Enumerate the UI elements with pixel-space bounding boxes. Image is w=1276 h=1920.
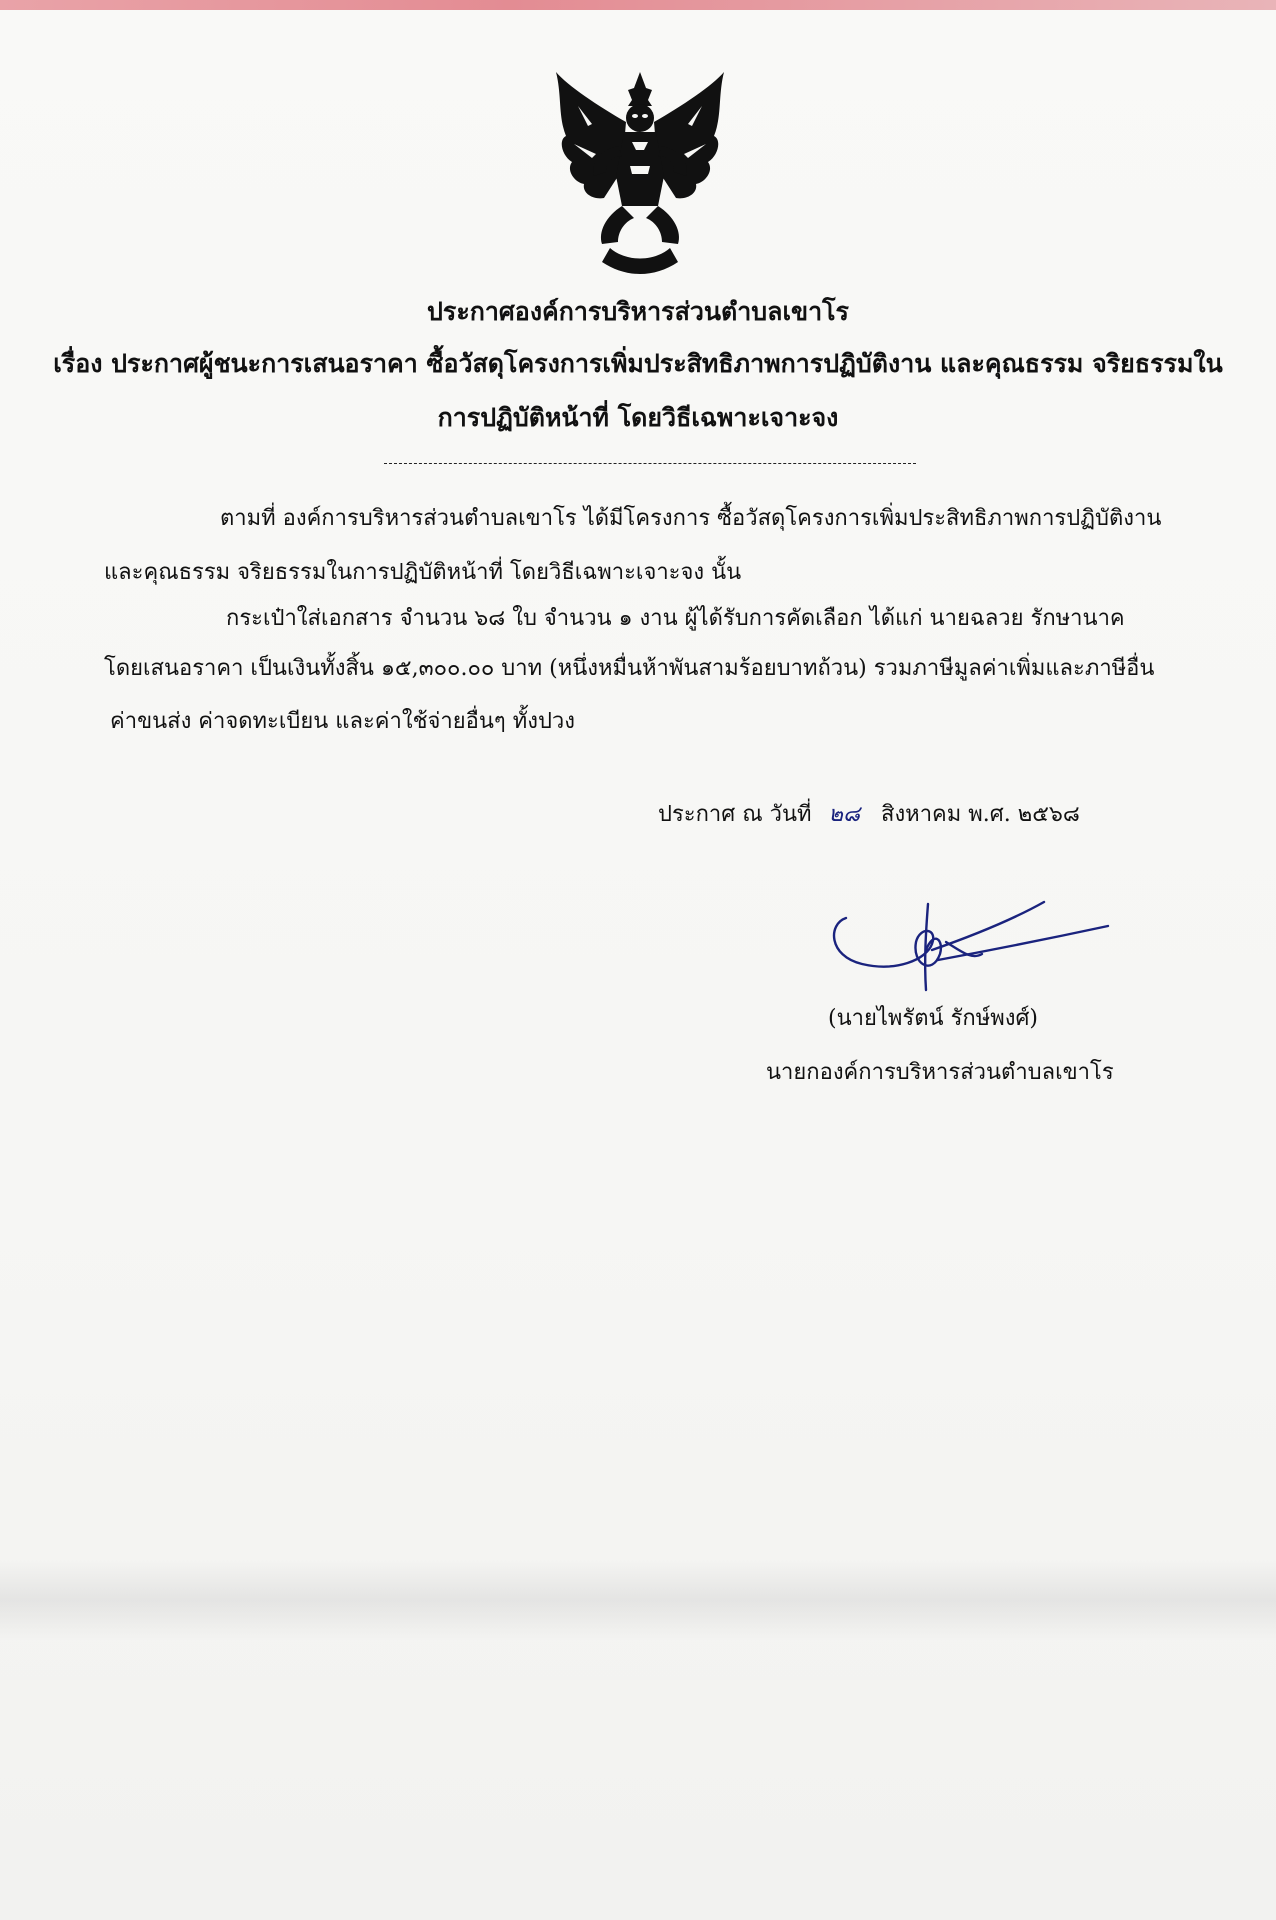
date-suffix: สิงหาคม พ.ศ. ๒๕๖๘ [881,802,1080,827]
body-line-2: และคุณธรรม จริยธรรมในการปฏิบัติหน้าที่ โดยวิธีเฉพาะเจาะจง นั้น [104,560,742,585]
subject-line-2: การปฏิบัติหน้าที่ โดยวิธีเฉพาะเจาะจง [437,403,839,432]
body-line-4: โดยเสนอราคา เป็นเงินทั้งสิ้น ๑๕,๓๐๐.๐๐ บาท (หนึ่งหมื่นห้าพันสามร้อยบาทถ้วน) รวมภาษีมูลค่าเพิ่มและภาษีอื่น [104,656,1155,681]
top-edge-tint [0,0,1276,10]
date-prefix: ประกาศ ณ วันที่ [658,802,812,827]
header-divider [384,463,916,464]
body-line-5: ค่าขนส่ง ค่าจดทะเบียน และค่าใช้จ่ายอื่นๆ ทั้งปวง [110,709,576,734]
signer-name: (นายไพรัตน์ รักษ์พงศ์) [828,1006,1038,1031]
announcement-title: ประกาศองค์การบริหารส่วนตำบลเขาโร [427,297,849,326]
body-line-1: ตามที่ องค์การบริหารส่วนตำบลเขาโร ได้มีโครงการ ซื้อวัสดุโครงการเพิ่มประสิทธิภาพการปฏิบัติงาน [220,506,1162,531]
signature-icon [822,890,1122,1000]
handwritten-day: ๒๘ [828,802,861,827]
scan-shadow-band [0,1560,1276,1640]
subject-line-1: เรื่อง ประกาศผู้ชนะการเสนอราคา ซื้อวัสดุโครงการเพิ่มประสิทธิภาพการปฏิบัติงาน และคุณธรรม จริยธรรมใน [53,349,1223,378]
garuda-emblem-icon [548,66,732,276]
signer-title: นายกองค์การบริหารส่วนตำบลเขาโร [766,1060,1114,1085]
body-line-3: กระเป๋าใส่เอกสาร จำนวน ๖๘ ใบ จำนวน ๑ งาน ผู้ได้รับการคัดเลือก ได้แก่ นายฉลวย รักษานาค [226,606,1125,631]
announcement-date [658,796,1080,831]
